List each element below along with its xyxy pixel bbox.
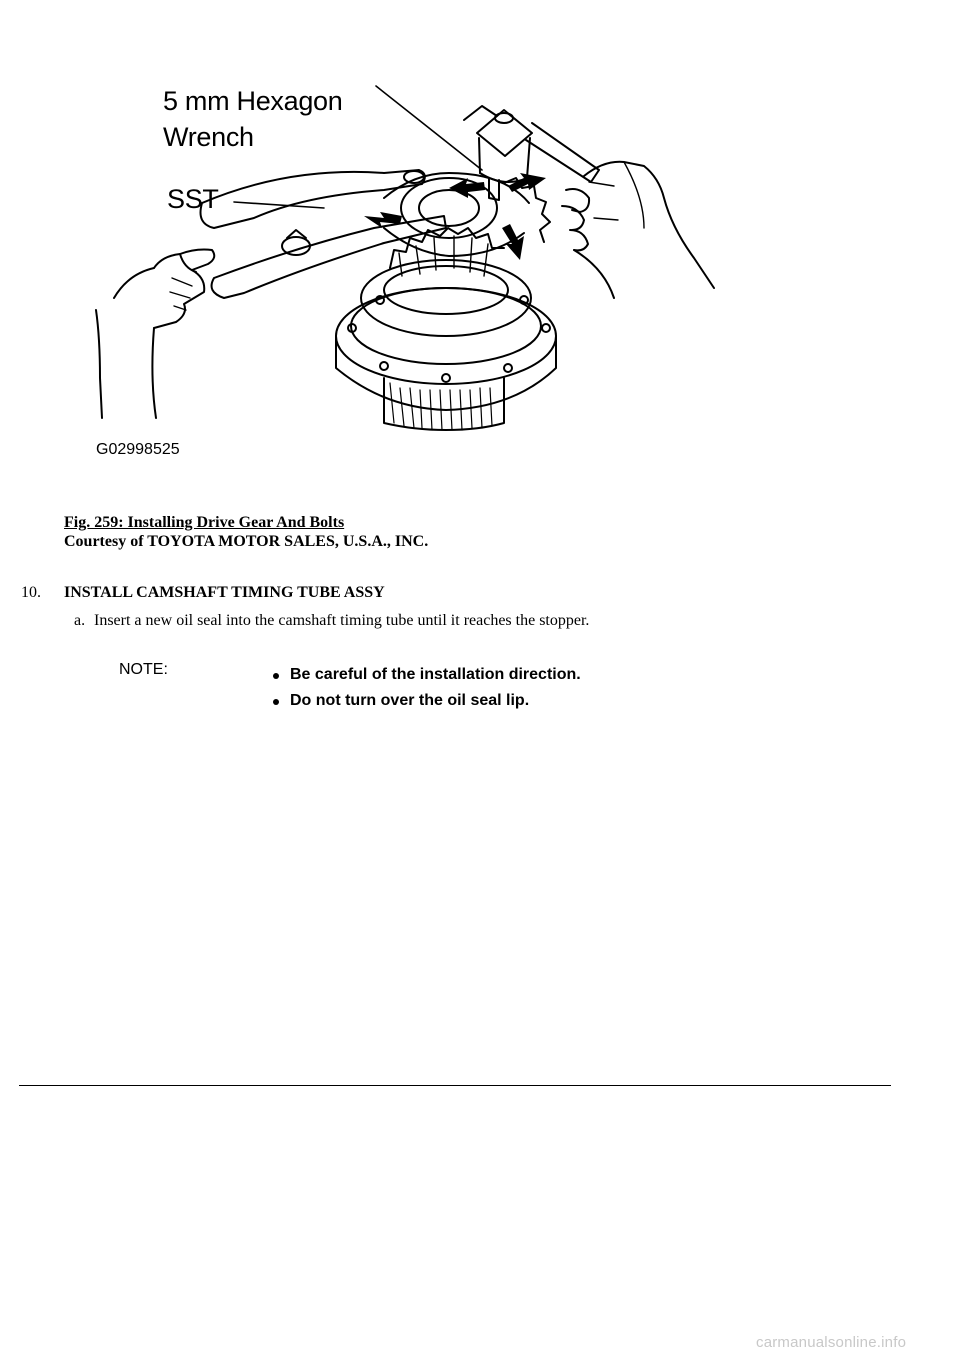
watermark: carmanualsonline.info — [756, 1334, 907, 1351]
sst-label: SST — [167, 184, 219, 214]
note-list — [272, 665, 581, 717]
note-item: Do not turn over the oil seal lip. — [272, 691, 581, 717]
figure-caption — [64, 513, 428, 551]
step-title: INSTALL CAMSHAFT TIMING TUBE ASSY — [64, 584, 385, 601]
illustration — [84, 78, 724, 464]
step-heading — [21, 584, 385, 602]
substep-text: Insert a new oil seal into the camshaft timing tube until it reaches the stopper. — [94, 612, 590, 629]
sst-leader-line — [234, 202, 324, 208]
substep-letter: a. — [74, 612, 86, 629]
sst-tool — [201, 170, 447, 298]
substep — [74, 612, 589, 630]
note-item: Be careful of the installation direction. — [272, 665, 581, 691]
arrows — [364, 173, 546, 260]
step-number: 10. — [21, 584, 41, 601]
left-hand — [96, 250, 214, 419]
figure-credit: Courtesy of TOYOTA MOTOR SALES, U.S.A., INC. — [64, 533, 429, 550]
figure-id: G02998525 — [96, 441, 180, 458]
wrench-label-line1: 5 mm Hexagon — [163, 86, 343, 116]
figure-title: Fig. 259: Installing Drive Gear And Bolts — [64, 514, 345, 531]
divider — [19, 1085, 891, 1086]
right-hand — [562, 162, 714, 298]
gear-assembly — [336, 173, 556, 430]
note-label: NOTE: — [119, 661, 168, 678]
wrench-leader-line — [376, 86, 482, 170]
wrench-label-line2: Wrench — [163, 122, 254, 152]
